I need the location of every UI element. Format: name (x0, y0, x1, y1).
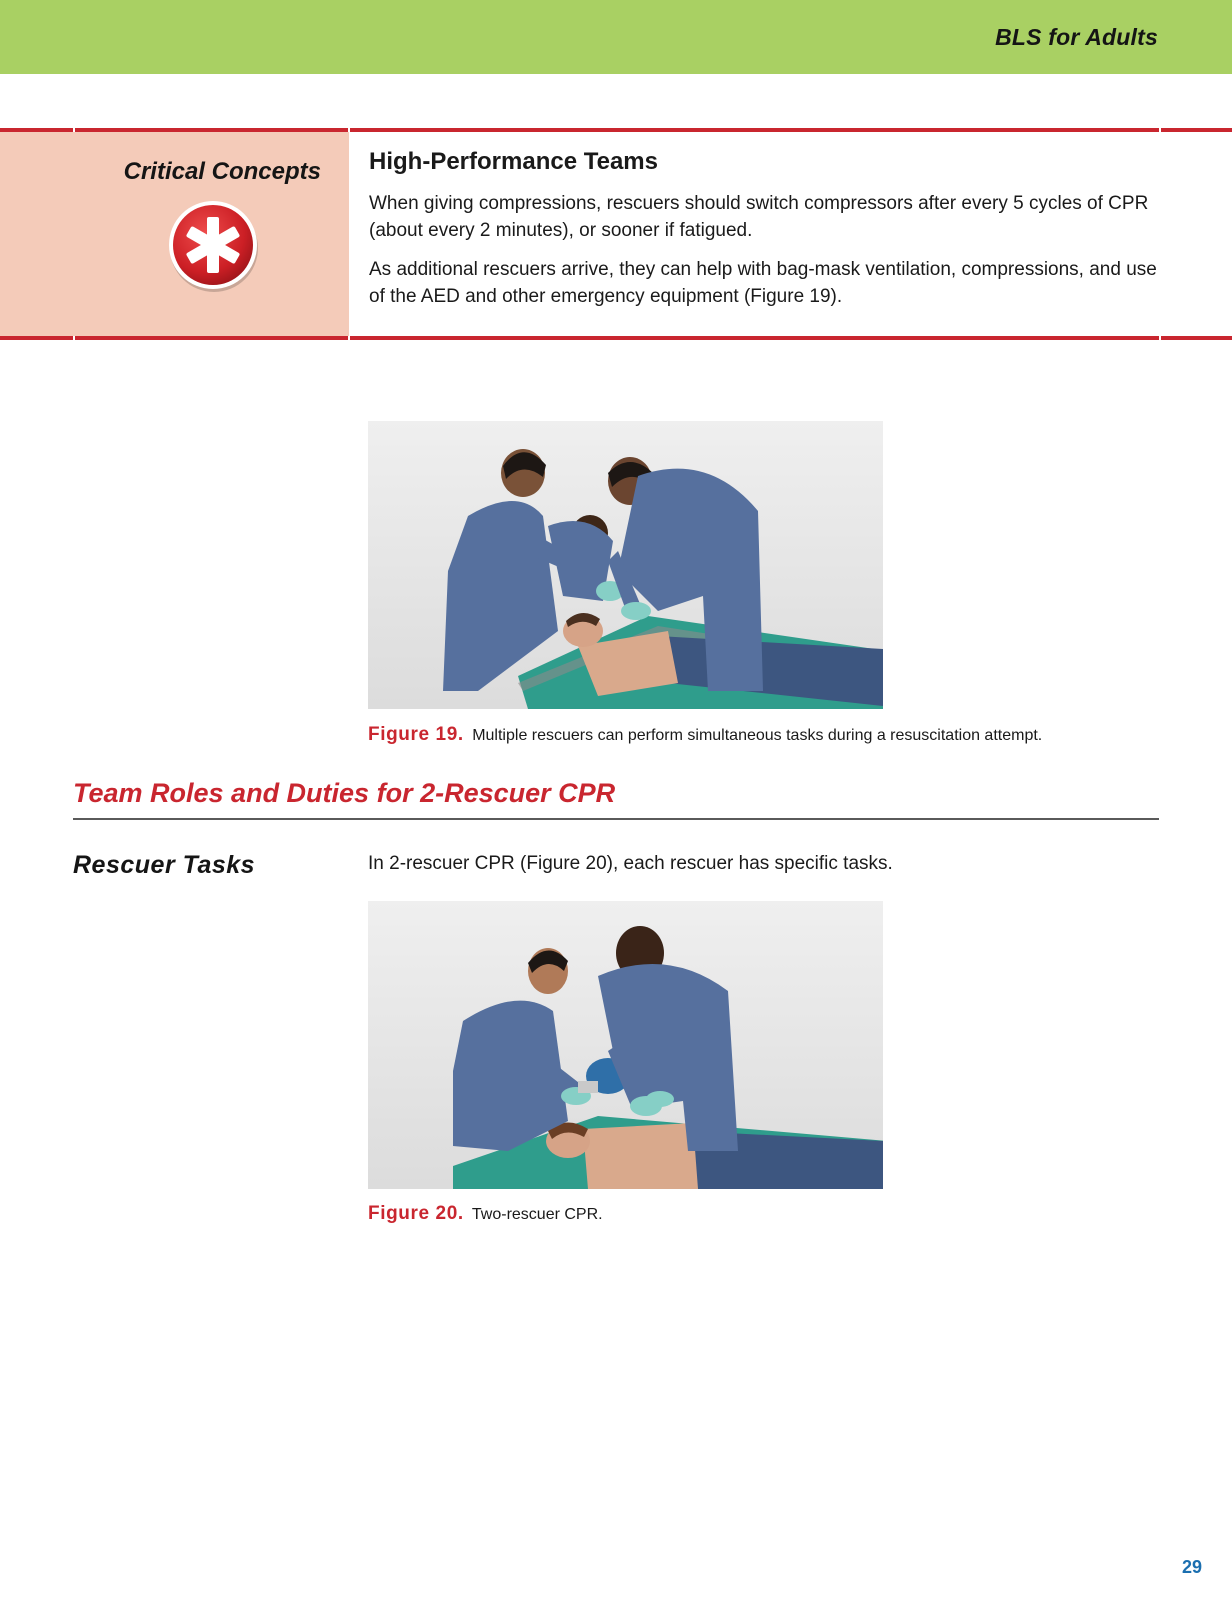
figure-19-caption (368, 724, 1042, 746)
critical-concepts-paragraph: As additional rescuers arrive, they can help with bag-mask ventilation, compressions, and use of the AED and other emergency equipment (Figure 19). (369, 259, 1157, 307)
critical-concepts-panel (0, 132, 349, 336)
critical-concepts-paragraph: When giving compressions, rescuers should switch compressors after every 5 cycles of CPR (about every 2 minutes), or sooner if fatigued. (369, 193, 1149, 241)
multi-rescuer-illustration (368, 421, 883, 709)
page-number: 29 (1181, 1557, 1202, 1577)
critical-concepts-title: High-Performance Teams (369, 148, 658, 175)
bottom-divider (0, 336, 1232, 340)
rescuer-tasks-text: In 2-rescuer CPR (Figure 20), each rescuer has specific tasks. (368, 853, 893, 874)
figure-20-image (368, 901, 883, 1189)
asterisk-icon (167, 199, 261, 293)
critical-concepts-label: Critical Concepts (123, 158, 321, 185)
header-band (0, 0, 1232, 74)
caption-text: Multiple rescuers can perform simultaneous tasks during a resuscitation attempt. (472, 727, 1043, 744)
section-divider (73, 818, 1159, 820)
figure-label: Figure 19. (368, 724, 464, 745)
two-rescuer-illustration (368, 901, 883, 1189)
section-heading: Team Roles and Duties for 2-Rescuer CPR (73, 778, 616, 808)
figure-20-caption (368, 1203, 603, 1225)
critical-concepts-box (0, 128, 1232, 340)
caption-text: Two-rescuer CPR. (471, 1206, 603, 1223)
critical-concepts-content (369, 148, 1169, 322)
figure-label: Figure 20. (368, 1203, 464, 1224)
rescuer-tasks-heading: Rescuer Tasks (73, 851, 256, 879)
running-header-title: BLS for Adults (995, 24, 1158, 50)
figure-19-image (368, 421, 883, 709)
